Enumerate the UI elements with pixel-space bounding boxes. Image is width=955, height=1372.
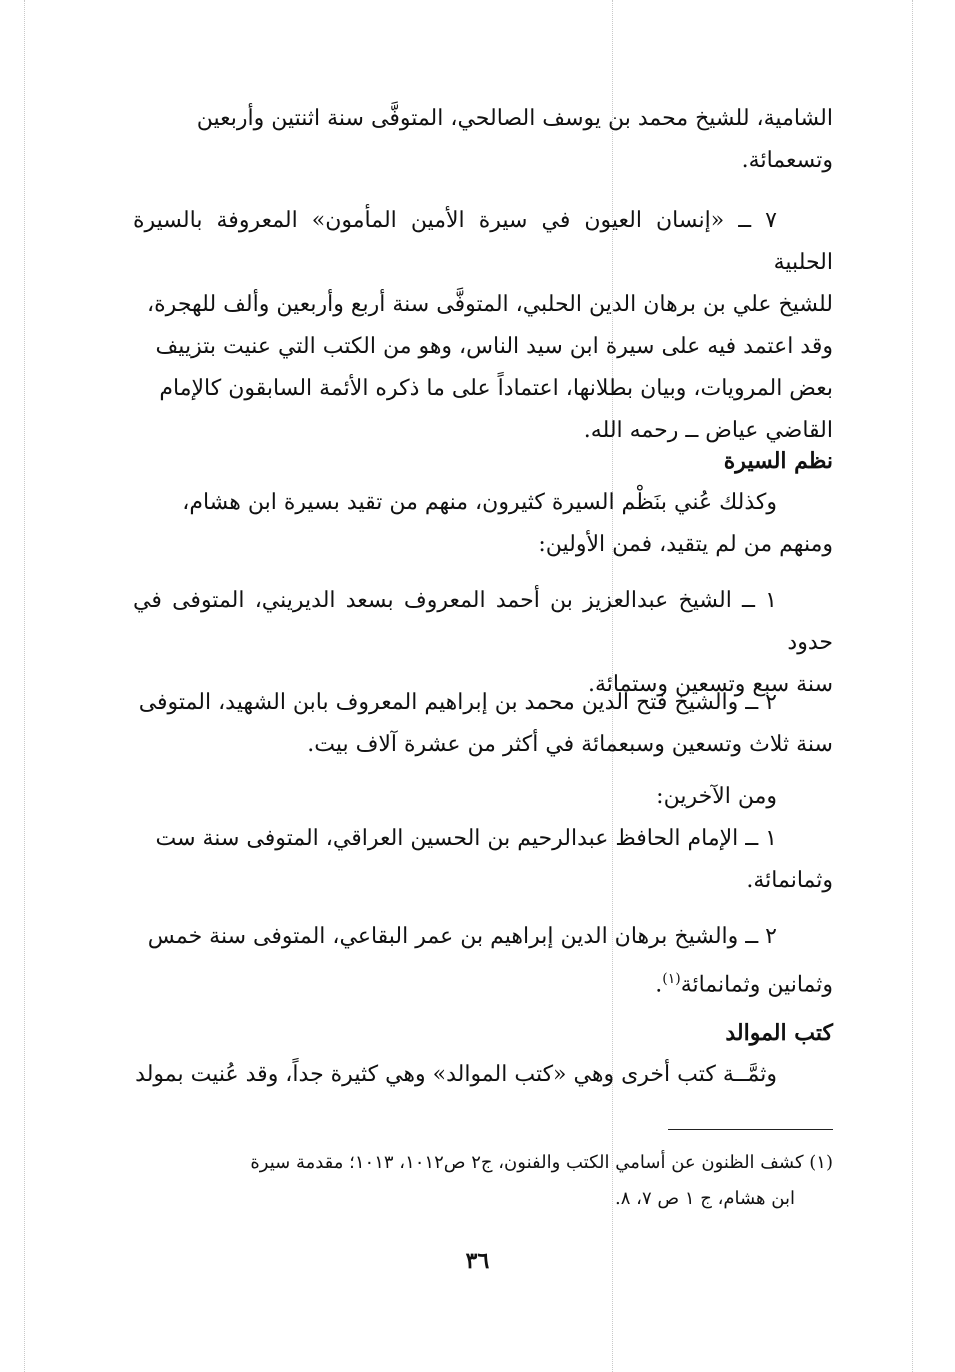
footnote-line: (١) كشف الظنون عن أسامي الكتب والفنون، ج٢ ص١٠١٢، ١٠١٣؛ مقدمة سيرة (250, 1152, 833, 1173)
text-run: وثمانين وثمانمائة (680, 972, 833, 998)
text-line: سنة سبع وتسعين وستمائة. (587, 672, 833, 697)
paragraph-shamiya (133, 98, 833, 182)
text-line: بعض المرويات، وبيان بطلانها، اعتماداً على ما ذكره الأئمة السابقون كالإمام (159, 376, 833, 401)
paragraph-later-item-2 (133, 916, 833, 1006)
text-line: للشيخ علي بن برهان الدين الحلبي، المتوفَّى سنة أربع وأربعين وألف للهجرة، (147, 292, 833, 317)
paragraph-item-7 (133, 200, 833, 452)
text-line: وثمانمائة. (746, 868, 833, 893)
section-kutub-al-mawalid (133, 1012, 833, 1054)
scan-artifact-right (912, 0, 913, 1372)
paragraph-nazm-intro (133, 482, 833, 566)
footnote-reference: (١) (662, 971, 681, 987)
section-heading: كتب الموالد (725, 1020, 833, 1046)
text-line: القاضي عياض ــ رحمه الله. (583, 418, 833, 443)
text-line: ومنهم من لم يتقيد، فمن الأولين: (538, 532, 833, 557)
paragraph-first-item-2 (133, 682, 833, 766)
section-nazm-al-sira (133, 440, 833, 482)
text-line: وثمَّــة كتب أخرى وهي «كتب الموالد» وهي كثيرة جداً، وقد عُنيت بمولد (135, 1062, 777, 1087)
text-line: ٢ ــ والشيخ فتح الدين محمد بن إبراهيم المعروف بابن الشهيد، المتوفى (138, 690, 777, 715)
text-line: ٢ ــ والشيخ برهان الدين إبراهيم بن عمر البقاعي، المتوفى سنة خمس (147, 924, 777, 949)
footnote (133, 1145, 833, 1217)
scan-artifact-left (24, 0, 25, 1372)
text-line: ومن الآخرين: (656, 784, 777, 809)
footnote-separator (668, 1129, 833, 1130)
text-line (133, 958, 833, 1006)
section-heading: نظم السيرة (723, 448, 833, 474)
text-line: وقد اعتمد فيه على سيرة ابن سيد الناس، وهو من الكتب التي عنيت بتزييف (155, 334, 833, 359)
page-number: ٣٦ (465, 1248, 490, 1274)
text-run: . (655, 972, 663, 998)
text-line: وتسعمائة. (741, 148, 833, 173)
text-line: ١ ــ الإمام الحافظ عبدالرحيم بن الحسين العراقي، المتوفى سنة ست (155, 826, 777, 851)
footnote-line: ابن هشام، ج ١ ص ٧، ٨. (615, 1188, 795, 1209)
text-line: وكذلك عُني بنَظْم السيرة كثيرون، منهم من تقيد بسيرة ابن هشام، (182, 490, 777, 515)
paragraph-mawalid (133, 1054, 833, 1096)
text-line: سنة ثلاث وتسعين وسبعمائة في أكثر من عشرة آلاف بيت. (307, 732, 833, 757)
text-line: ٧ ــ «إنسان العيون في سيرة الأمين المأمون» المعروفة بالسيرة الحلبية (133, 208, 833, 275)
paragraph-later-item-1 (133, 818, 833, 902)
text-line: ١ ــ الشيخ عبدالعزيز بن أحمد المعروف بسعد الديريني، المتوفى في حدود (133, 588, 833, 655)
paragraph-later-intro (133, 776, 833, 818)
text-line: الشامية، للشيخ محمد بن يوسف الصالحي، المتوفَّى سنة اثنتين وأربعين (196, 106, 833, 131)
